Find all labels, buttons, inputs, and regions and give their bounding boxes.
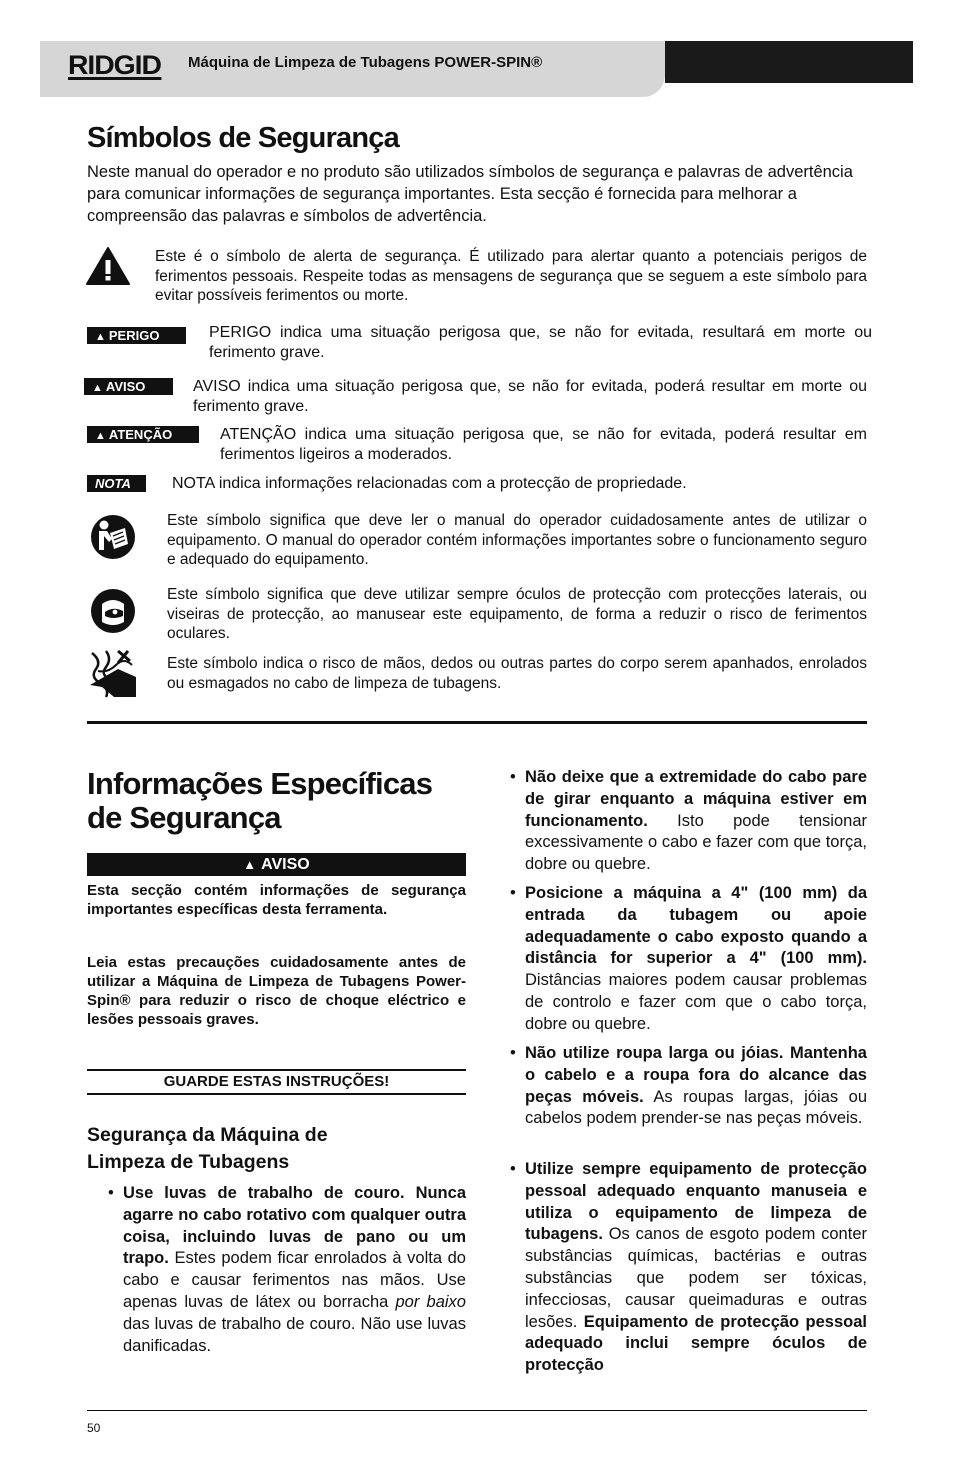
aviso-warning-1: Esta secção contém informações de segurança importantes específicas desta ferramenta. (87, 882, 466, 918)
manual-symbol-text: Este símbolo significa que deve ler o manual do operador cuidadosamente antes de utilizar o equipamento. O manual do operador contém informações importantes sobre o funcionamento seguro e adequado do equipamento. (167, 512, 867, 568)
goggles-symbol-text: Este símbolo significa que deve utilizar sempre óculos de protecção com protecções laterais, ou viseiras de protecção, ao manusear este equipamento, de forma a reduzir o risco de ferimentos oculares. (167, 586, 867, 642)
bullet-bold-text: Use luvas de trabalho de couro. Nunca agarre no cabo rotativo com qualquer outra coisa, incluindo luvas de pano ou um trapo. (123, 1184, 466, 1268)
perigo-label: ▲ PERIGO (87, 327, 186, 344)
warning-triangle-icon (85, 246, 131, 286)
warning-triangle-icon: ▲ (95, 430, 106, 442)
aviso-warning-2: Leia estas precauções cuidadosamente antes de utilizar a Máquina de Limpeza de Tubagens Power-Spin® para reduzir o risco de choque eléctrico e lesões pessoais graves. (87, 954, 466, 1028)
warning-triangle-icon: ▲ (92, 382, 103, 394)
nota-text: NOTA indica informações relacionadas com a protecção de propriedade. (172, 475, 687, 492)
bullet: • (510, 768, 516, 786)
ridgid-logo: RIDGID (68, 50, 161, 80)
bullet: • (510, 1044, 516, 1062)
warning-triangle-icon: ▲ (243, 857, 257, 872)
safety-goggles-icon (90, 588, 136, 639)
bullet-text: As roupas largas, jóias ou cabelos podem prender-se nas peças móveis. (525, 1087, 867, 1128)
section-title-safety-symbols: Símbolos de Segurança (87, 122, 399, 154)
atencao-label: ▲ ATENÇÃO (87, 426, 199, 443)
list-item (510, 767, 867, 876)
bullet-bold-text: Equipamento de protecção pessoal adequado inclui sempre óculos de protecção (525, 1312, 867, 1375)
footer-rule (87, 1410, 867, 1411)
list-item (510, 1043, 867, 1130)
bullet-text: Estes podem ficar enrolados à volta do cabo e causar ferimentos nas mãos. Use apenas luvas de látex ou borracha (123, 1249, 466, 1311)
list-item (510, 883, 867, 1036)
aviso-text: AVISO indica uma situação perigosa que, se não for evitada, poderá resultar em morte ou ferimento grave. (193, 378, 867, 415)
section-title-specific-safety (87, 767, 467, 835)
bullet: • (510, 1160, 516, 1178)
bullet-bold-text: Não utilize roupa larga ou jóias. Mantenha o cabelo e a roupa fora do alcance das peças móveis. (525, 1044, 867, 1106)
atencao-text: ATENÇÃO indica uma situação perigosa que, se não for evitada, poderá resultar em ferimentos ligeiros a moderados. (220, 426, 867, 463)
bullet-italic-text: por baixo (395, 1292, 466, 1311)
aviso-label: ▲ AVISO (84, 378, 173, 395)
subheading-line-1: Segurança da Máquina de (87, 1124, 328, 1146)
bullet: • (108, 1184, 114, 1202)
page-number: 50 (87, 1421, 101, 1435)
list-item (108, 1183, 466, 1357)
nota-label: NOTA (87, 475, 146, 492)
title-line-1: Informações Específicas (87, 766, 433, 801)
read-manual-icon (90, 514, 136, 565)
save-instructions-banner: GUARDE ESTAS INSTRUÇÕES! (87, 1069, 466, 1095)
header-title: Máquina de Limpeza de Tubagens POWER-SPIN® (188, 54, 543, 71)
subheading-line-2: Limpeza de Tubagens (87, 1151, 290, 1173)
bullet-bold-text: Utilize sempre equipamento de protecção pessoal adequado enquanto manuseia e utiliza o equipamento de limpeza de tubagens. (525, 1160, 867, 1244)
header-dark-block (665, 41, 913, 83)
bullet: • (510, 884, 516, 902)
entanglement-symbol-text: Este símbolo indica o risco de mãos, dedos ou outras partes do corpo serem apanhados, enrolados ou esmagados no cabo de limpeza de tubagens. (167, 655, 867, 692)
entanglement-hazard-icon (88, 647, 138, 704)
bullet-bold-text: Não deixe que a extremidade do cabo pare de girar enquanto a máquina estiver em funcionamento. (525, 768, 867, 830)
bullet-bold-text: Posicione a máquina a 4" (100 mm) da entrada da tubagem ou apoie adequadamente o cabo exposto quando a distância for superior a 4" (100 mm). (525, 884, 867, 968)
title-line-2: de Segurança (87, 800, 281, 835)
alert-symbol-text: Este é o símbolo de alerta de segurança. É utilizado para alertar quanto a potenciais perigos de ferimentos pessoais. Respeite todas as mensagens de segurança que se seguem a este símbolo para evitar possíveis ferimentos ou morte. (155, 248, 867, 304)
aviso-banner: ▲ AVISO (87, 853, 466, 876)
bullet-text: Distâncias maiores podem causar problemas de controlo e fazer com que o cabo torça, dobre ou quebre. (525, 971, 867, 1033)
warning-triangle-icon: ▲ (95, 331, 106, 343)
subheading-machine-safety (87, 1122, 467, 1176)
perigo-text: PERIGO indica uma situação perigosa que, se não for evitada, resultará em morte ou ferimento grave. (209, 324, 872, 361)
section-divider (87, 721, 867, 724)
intro-paragraph: Neste manual do operador e no produto são utilizados símbolos de segurança e palavras de advertência para comunicar informações de segurança importantes. Esta secção é fornecida para melhorar a compreensão das palavras e símbolos de advertência. (87, 163, 853, 225)
bullet-text: Os canos de esgoto podem conter substâncias químicas, bactérias e outras substâncias que podem ser tóxicas, infecciosas, causar queimaduras e outras lesões. (525, 1225, 867, 1331)
bullet-text: das luvas de trabalho de couro. Não use luvas danificadas. (123, 1314, 466, 1355)
list-item (510, 1159, 867, 1377)
bullet-text: Isto pode tensionar excessivamente o cabo e fazer com que torça, dobre ou quebre. (525, 811, 867, 874)
